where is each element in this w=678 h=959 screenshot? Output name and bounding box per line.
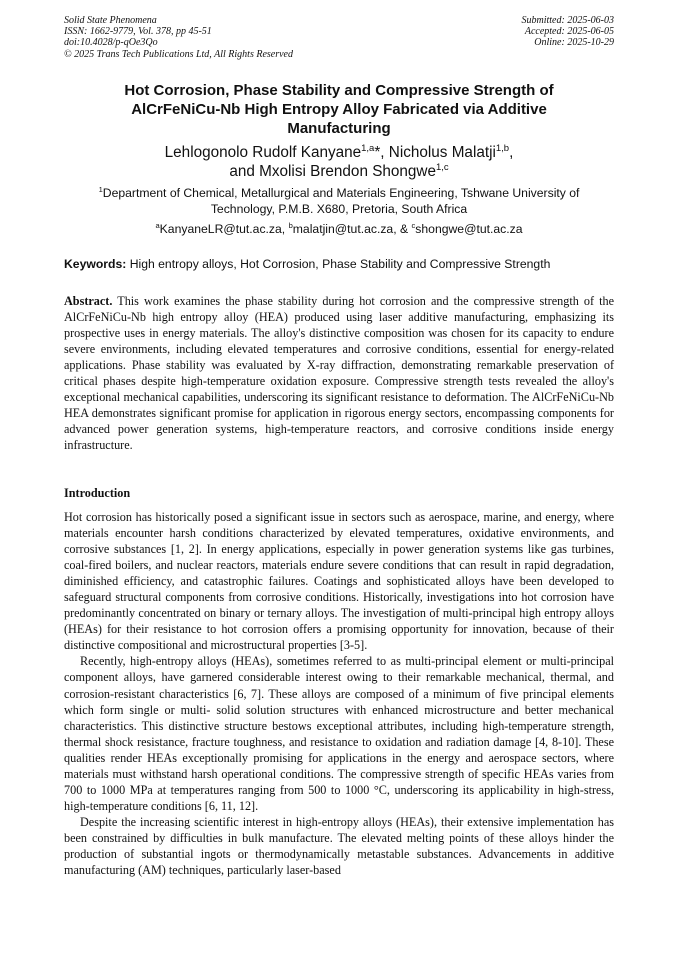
journal-info (64, 15, 293, 60)
abstract-text: This work examines the phase stability during hot corrosion and the compressive strength of the AlCrFeNiCu-Nb high entropy alloy (HEA) produced using laser additive manufacturing, emphasizing its prospective uses in energy materials. The alloy's distinctive composition was chosen for its capacity to endure severe environments, including elevated temperatures and corrosive conditions, essential for energy-related applications. Phase stability was evaluated by X-ray diffraction, demonstrating remarkable preservation of critical phases despite high-temperature oxidation exposure. Compressive strength tests revealed the alloy's exceptional mechanical capabilities, underscoring its significant resistance to deformation. The AlCrFeNiCu-Nb HEA demonstrates significant promise for application in rigorous energy sectors, encompassing components for advanced power generation systems, high-temperature reactors, and corrosive conditions inside energy infrastructure. (64, 294, 614, 453)
paper-title (80, 81, 598, 138)
email-link[interactable]: shongwe@tut.ac.za (415, 222, 523, 236)
introduction-body (64, 509, 614, 878)
journal-name: Solid State Phenomena (64, 15, 157, 26)
affiliation-sup: 1 (98, 184, 103, 194)
keywords (64, 257, 614, 272)
author-name: Nicholus Malatji (388, 144, 496, 161)
author-name: Mxolisi Brendon Shongwe (259, 163, 436, 180)
copyright: © 2025 Trans Tech Publications Ltd, All Rights Reserved (64, 48, 293, 60)
keywords-label: Keywords: (64, 257, 127, 271)
paragraph: Despite the increasing scientific interest in high-entropy alloys (HEAs), their extensive implementation has been constrained by difficulties in bulk manufacture. The elevated melting points of these alloys hinder the production of substantial ingots or thermodynamically metastable substances. Advancements in additive manufacturing (AM) techniques, particularly laser-based (64, 814, 614, 878)
email-sup: b (288, 220, 293, 230)
email-link[interactable]: malatjin@tut.ac.za, & (292, 222, 412, 236)
title-line: Hot Corrosion, Phase Stability and Compressive Strength of (124, 82, 554, 99)
publication-dates (522, 15, 615, 49)
author-separator: , (509, 144, 514, 161)
paragraph: Recently, high-entropy alloys (HEAs), sometimes referred to as multi-principal element or multi-principal component alloys, have garnered considerable interest owing to their remarkable mechanical, thermal, and corrosion-resistant characteristics [6, 7]. These alloys are composed of a minimum of five principal elements which form single or multi- solid solution structures with enhanced microstructure and better mechanical characteristics. This distinctive structure bestows exceptional attributes, including high-temperature strength, thermal shock resistance, fracture toughness, and resistance to oxidation and radiation damage [4, 8-10]. These qualities render HEAs exceptionally promising for applications in the energy and aerospace sectors, where materials must withstand harsh operational conditions. The compressive strength of specific HEAs varies from 700 to 1000 MPa at temperatures ranging from 500 to 1000 °C, underscoring its applicability in high-stress, high-temperature conditions [6, 11, 12]. (64, 654, 614, 813)
paragraph: Hot corrosion has historically posed a significant issue in sectors such as aerospace, marine, and energy, where materials encounter harsh conditions characterized by elevated temperatures, oxidative environments, and corrosive substances [1, 2]. In energy applications, especially in power generation systems like gas turbines, coal-fired boilers, and nuclear reactors, materials endure severe conditions that can result in rapid degradation, diminished efficiency, and catastrophic failures. Coatings and sophisticated alloys have been developed to safeguard structural components from corrosive conditions. Historically, investigations into hot corrosion have predominantly concentrated on binary or ternary alloys. The investigation of multi-principal high entropy alloys (HEAs) for their resistance to hot corrosion offers a promising opportunity for innovation, because of their distinctive compositional and microstructural properties [3-5]. (64, 510, 614, 653)
keywords-text: High entropy alloys, Hot Corrosion, Phase Stability and Compressive Strength (126, 257, 551, 271)
online-date: Online: 2025-10-29 (534, 37, 614, 49)
author-emails (70, 222, 608, 237)
author-name: Lehlogonolo Rudolf Kanyane (164, 144, 362, 161)
affiliation-text: Department of Chemical, Metallurgical and Materials Engineering, Tshwane University of (102, 186, 580, 200)
affiliation-line: Technology, P.M.B. X680, Pretoria, South Africa (210, 201, 468, 216)
issn-volume: ISSN: 1662-9779, Vol. 378, pp 45-51 (64, 26, 212, 38)
corresponding-mark: *, (374, 144, 389, 161)
doi: doi:10.4028/p-qOe3Qo (64, 37, 158, 49)
abstract-label: Abstract. (64, 294, 113, 308)
accepted-date: Accepted: 2025-06-05 (524, 26, 614, 38)
title-line: AlCrFeNiCu-Nb High Entropy Alloy Fabricated via Additive (131, 101, 547, 118)
abstract (64, 293, 614, 453)
author-affil-sup: 1,a (361, 142, 375, 154)
title-line: Manufacturing (287, 120, 391, 137)
email-link[interactable]: KanyaneLR@tut.ac.za, (159, 222, 289, 236)
affiliation (70, 186, 608, 217)
email-sup: a (155, 220, 160, 230)
section-heading-introduction: Introduction (64, 486, 131, 500)
affiliation-line (70, 186, 608, 202)
author-line (60, 162, 618, 181)
author-list (60, 143, 618, 181)
author-affil-sup: 1,b (495, 142, 510, 154)
submitted-date: Submitted: 2025-06-03 (521, 15, 614, 26)
author-affil-sup: 1,c (436, 161, 449, 173)
email-sup: c (411, 220, 416, 230)
author-conjunction: and (229, 163, 260, 180)
author-line (60, 143, 618, 162)
